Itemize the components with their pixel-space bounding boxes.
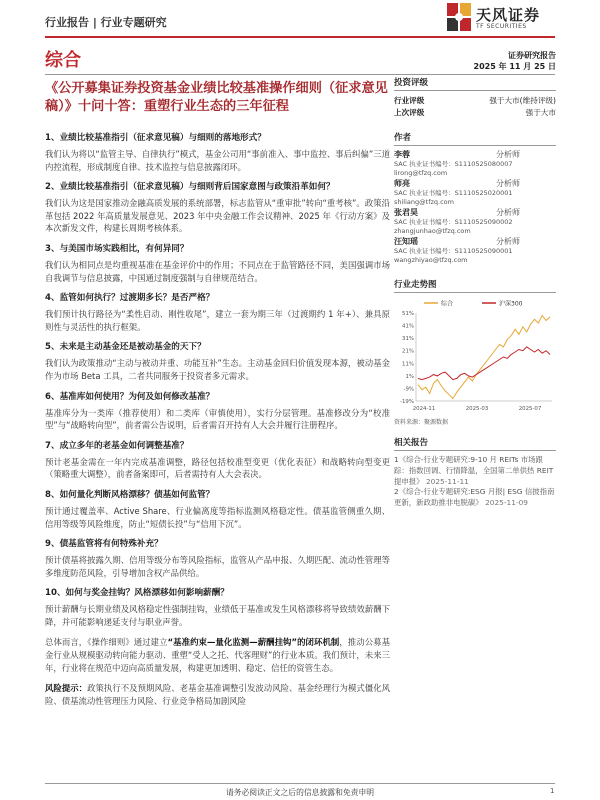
- qa-answer: 我们认为相同点是均重视基准在基金评价中的作用；不同点在于监管路径不同，美国强调市场自我调节与信息披露，中国通过制度强制与自律规范结合。: [45, 259, 390, 283]
- author-sac: SAC 执业证书编号：S1110525020001: [394, 189, 513, 197]
- qa-question: 7、成立多年的老基金如何调整基准？: [45, 440, 189, 451]
- related-report-date: 2025-11-11: [425, 476, 469, 486]
- qa-question: 10、如何与奖金挂钩？风格漂移如何影响薪酬？: [45, 588, 229, 599]
- y-tick-label: 41%: [402, 323, 414, 330]
- series-line-综合: [418, 316, 550, 399]
- related-report-title[interactable]: 2《综合-行业专题研究:ESG 月报| ESG 信披指南更新，新政助推非电脱碳》: [394, 487, 555, 508]
- y-tick-label: 31%: [402, 336, 414, 343]
- qa-question: 9、债基监管将有何特殊补充？: [45, 539, 163, 550]
- author-name-row: [394, 179, 556, 189]
- rating-heading: 投资评级: [394, 76, 556, 91]
- logo-mark-icon: [446, 2, 472, 32]
- rating-row-previous: [394, 107, 556, 119]
- author-sac: SAC 执业证书编号：S1110525080007: [394, 160, 513, 168]
- risk-paragraph: [45, 682, 390, 707]
- related-heading: 相关报告: [394, 436, 556, 451]
- x-tick-label: 2025-07: [518, 406, 542, 412]
- qa-question: 8、如何量化判断风格漂移？债基如何监管？: [45, 489, 215, 500]
- logo-text-en: TF SECURITIES: [476, 23, 527, 30]
- author-email[interactable]: wangzhiyao@tfzq.com: [394, 255, 468, 264]
- y-tick-label: 51%: [402, 311, 414, 317]
- related-report-item[interactable]: [394, 455, 556, 487]
- author-email[interactable]: lirong@tfzq.com: [394, 168, 448, 177]
- x-tick-label: 2025-03: [465, 406, 489, 412]
- y-tick-label: 21%: [402, 348, 414, 355]
- qa-answer: 预计薪酬与长期业绩及风格稳定性强制挂钩，业绩低于基准或发生风格漂移将导致绩效薪酬下降，并可能影响递延支付与职业声誉。: [45, 604, 390, 627]
- related-list: [394, 455, 556, 509]
- footer-divider: [45, 783, 555, 784]
- qa-list: [45, 132, 390, 628]
- series-line-沪深300: [418, 347, 550, 380]
- x-tick-label: 2024-11: [412, 406, 436, 412]
- trend-chart-svg: [394, 297, 556, 415]
- risk-label: 风险提示：: [45, 683, 88, 694]
- related-report-date: 2025-11-09: [485, 498, 529, 508]
- author-role: 分析师: [496, 208, 520, 217]
- author-list: [394, 150, 556, 264]
- legend-label: 沪深300: [499, 300, 523, 308]
- author-name: 师亮: [394, 179, 410, 188]
- qa-question: 2、业绩比较基准指引（征求意见稿）与细则背后国家意图与政策沿革如何？: [45, 182, 335, 193]
- qa-answer: 预计债基将披露久期、信用等级分布等风险指标，监管从产品申报、久期匹配、流动性管理等多维度防范风险，引导增加含权产品供给。: [45, 555, 390, 578]
- report-meta: [474, 50, 556, 72]
- y-tick-label: -9%: [403, 386, 414, 393]
- qa-question: 1、业绩比较基准指引（征求意见稿）与细则的落地形式？: [45, 133, 266, 143]
- rating-label: 行业评级: [394, 96, 425, 105]
- author-name: 张君昊: [394, 208, 418, 217]
- summary-rest: ，推动公募基金行业从规模驱动转向能力驱动、重塑“受人之托、代客理财”的行业本质。我们预计，未来三年，行业将在规范中迈向高质量发展，构建更加透明、稳定、信任的资管生态。: [45, 637, 390, 673]
- legend-label: 综合: [441, 300, 454, 308]
- qa-answer: 我们认为这是国家推动金融高质发展的系统部署，标志监管从“重审批”转向“重考核”。政策沿革包括 2022 年高质量发展意见、2023 年中央金融工作会议精神、2025 年《行动方案》及本次新发文件，构建长周期考核体系。: [45, 198, 390, 234]
- rating-row-industry: [394, 95, 556, 107]
- related-report-item[interactable]: [394, 487, 556, 509]
- qa-question: 4、监管如何执行？过渡期多长？是否严格？: [45, 293, 215, 304]
- author-role: 分析师: [496, 150, 520, 159]
- title-divider: [45, 74, 555, 75]
- trend-chart: [394, 297, 556, 415]
- chart-source: 资料来源：聚源数据: [394, 419, 449, 426]
- risk-text: 政策执行不及预期风险、老基金基准调整引发波动风险、基金经理行为模式僵化风险、债基流动性管理压力风险、行业竞争格局加剧风险: [45, 683, 390, 706]
- related-report-title[interactable]: 1《综合-行业专题研究:9-10 月 REITs 市场跟踪：指数回调、行情降温，全国第二单供热 REIT 提申报》: [394, 455, 554, 486]
- rating-value: 强于大市: [525, 108, 556, 117]
- author-role: 分析师: [496, 237, 520, 246]
- qa-section: [45, 132, 390, 715]
- author-name: 汪知瑶: [394, 237, 418, 246]
- summary-bold: “基准约束—量化监测—薪酬挂钩”的闭环机制: [167, 637, 340, 648]
- qa-question: 5、未来是主动基金还是被动基金的天下？: [45, 342, 206, 353]
- footer-disclaimer[interactable]: 请务必阅读正文之后的信息披露和免责申明: [225, 788, 375, 797]
- qa-answer: 预计通过覆盖率、Active Share、行业偏离度等指标监测风格稳定性。债基监管侧重久期、信用等级等风险维度，防止“短债长投”与“信用下沉”。: [45, 505, 390, 529]
- y-tick-label: 11%: [402, 361, 414, 368]
- report-type: 证券研究报告: [508, 51, 556, 60]
- summary-paragraph: [45, 636, 390, 674]
- author-email[interactable]: zhangjunhao@tfzq.com: [394, 226, 471, 235]
- y-tick-label: -19%: [400, 399, 414, 405]
- trend-heading: 行业走势图: [394, 278, 556, 293]
- page-number: 1: [550, 787, 555, 795]
- author-name: 李蓉: [394, 150, 410, 159]
- qa-answer: 我们认为将以“监管主导、自律执行”模式，基金公司用“事前准入、事中监控、事后纠偏”三道内控流程，形成制度自律、技术监控与信息披露闭环。: [45, 149, 390, 172]
- rating-value: 强于大市(维持评级): [489, 96, 556, 105]
- author-sac: SAC 执业证书编号：S1110525090002: [394, 218, 513, 226]
- qa-answer: 基准库分为一类库（推荐使用）和二类库（审慎使用），实行分层管理。基准修改分为“校准型”与“战略转向型”，前者需公告说明，后者需召开持有人大会并履行注册程序。: [45, 407, 390, 431]
- y-tick-label: 1%: [405, 373, 414, 380]
- qa-answer: 我们预计执行路径为“柔性启动、刚性收尾”，建立一套为期三年（过渡期约 1 年+）、兼具原则性与灵活性的执行框架。: [45, 309, 390, 332]
- report-title: 《公开募集证券投资基金业绩比较基准操作细则（征求意见稿）》十问十答：重塑行业生态的三年征程: [45, 81, 388, 114]
- author-name-row: [394, 150, 556, 160]
- authors-heading: 作者: [394, 131, 556, 146]
- author-name-row: [394, 208, 556, 218]
- author-role: 分析师: [496, 179, 520, 188]
- top-divider: [45, 36, 555, 38]
- author-sac: SAC 执业证书编号：S1110525090001: [394, 247, 513, 255]
- qa-answer: 我们认为政策推动“主动与被动并重、功能互补”生态。主动基金回归价值发现本源，被动基金作为市场 Beta 工具，二者共同服务于投资者多元需求。: [45, 358, 390, 381]
- summary-lead: 总体而言，《操作细则》通过建立: [45, 637, 168, 648]
- sidebar: [394, 76, 556, 509]
- qa-question: 3、与美国市场实践相比，有何异同？: [45, 243, 189, 254]
- logo-text-cn: 天风证券: [476, 6, 541, 24]
- qa-answer: 预计老基金需在一年内完成基准调整，路径包括校准型变更（优化表征）和战略转向型变更（策略重大调整），前者备案即可，后者需持有人大会表决。: [45, 456, 390, 480]
- author-email[interactable]: shiliang@tfzq.com: [394, 197, 454, 206]
- report-date: 2025 年 11 月 25 日: [473, 62, 556, 71]
- rating-label: 上次评级: [394, 108, 425, 117]
- company-logo: [446, 2, 576, 36]
- author-name-row: [394, 237, 556, 247]
- header-tag: 行业报告 | 行业专题研究: [45, 16, 167, 29]
- qa-question: 6、基准库如何使用？为何及如何修改基准？: [45, 391, 215, 402]
- sector-title: 综合: [45, 50, 81, 71]
